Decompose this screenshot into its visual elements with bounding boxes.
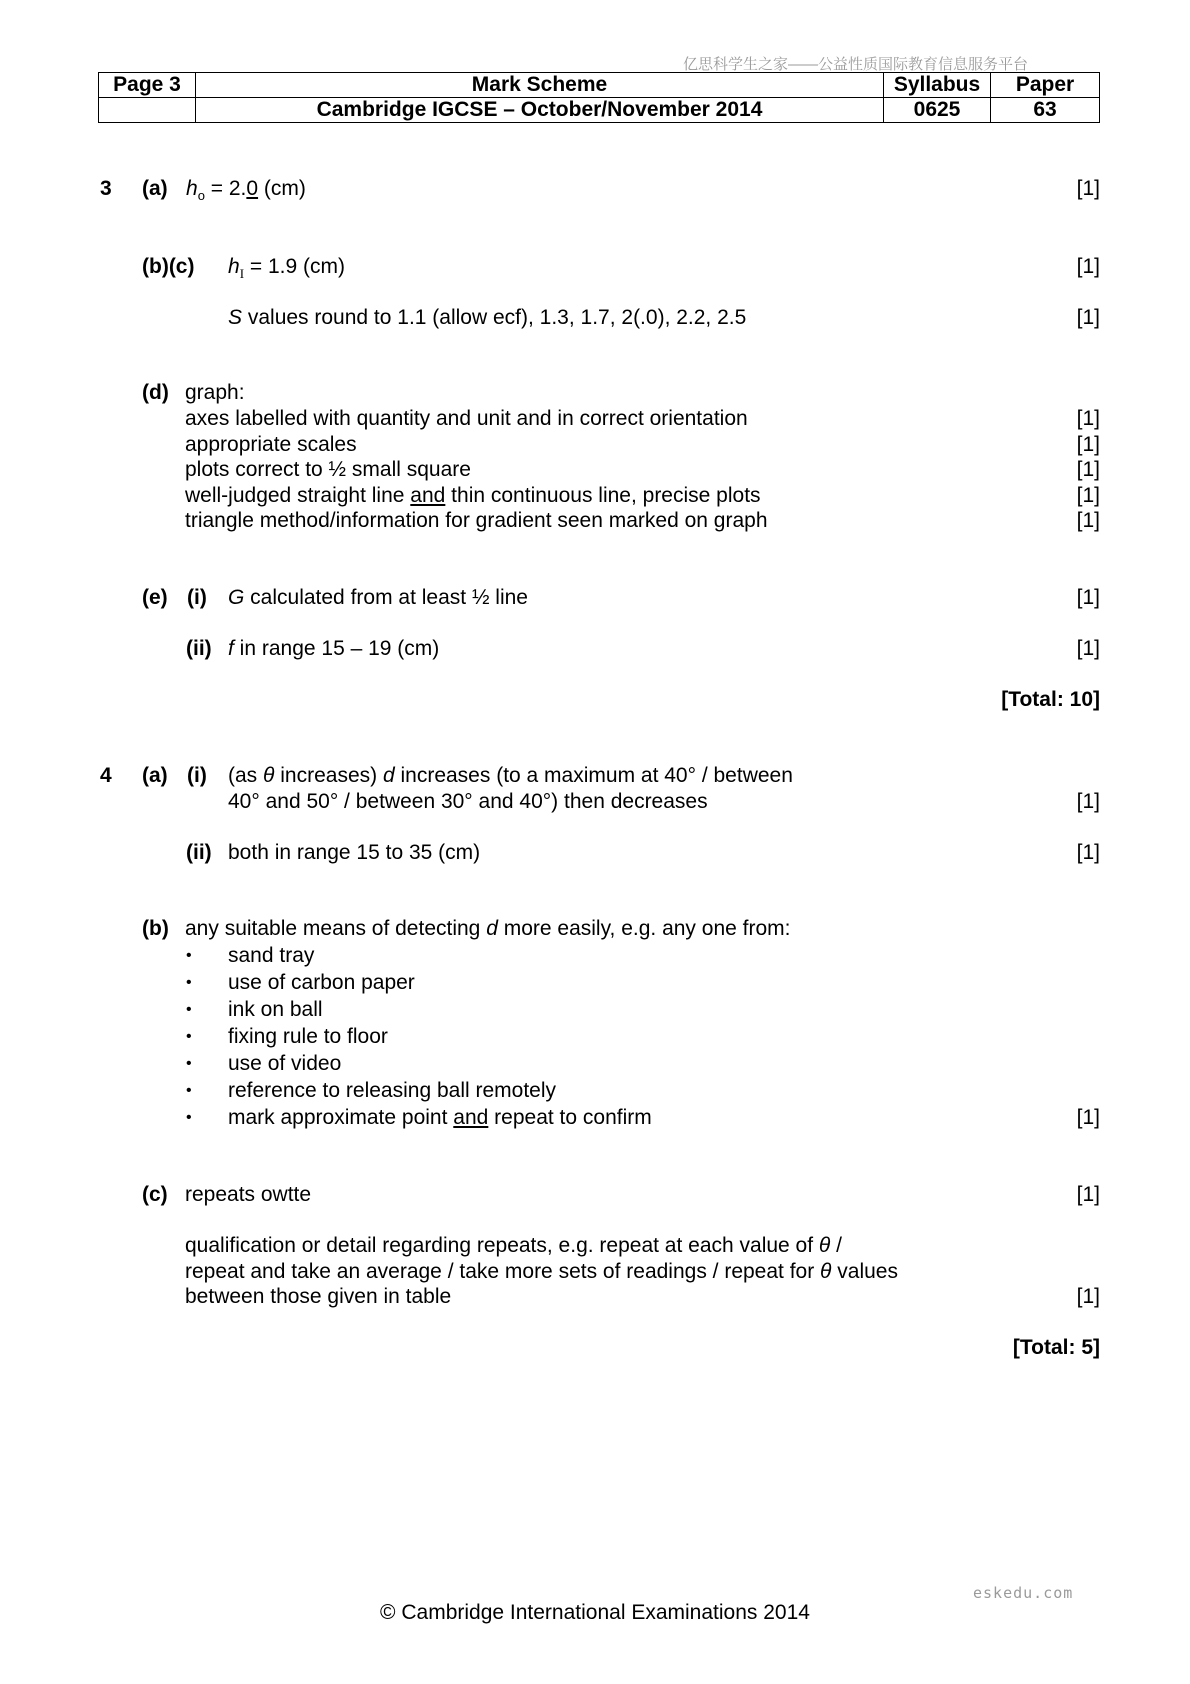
bullet-icon: •: [186, 1028, 192, 1045]
q3bc-s-mark: [1]: [1076, 306, 1100, 329]
header-title: Mark Scheme: [196, 73, 884, 98]
q4a-i-line-1-b: increases): [274, 764, 383, 787]
watermark-top: 亿思科学生之家——公益性质国际教育信息服务平台: [683, 56, 1029, 73]
q3e-ii-label: (ii): [186, 637, 212, 660]
q3a-text: [186, 176, 306, 209]
q3bc-s-text: values round to 1.1 (allow ecf), 1.3, 1.7, 2(.0), 2.2, 2.5: [242, 306, 747, 329]
q4c-mark-1: [1]: [1076, 1183, 1100, 1206]
q4a-ii-label: (ii): [186, 841, 212, 864]
list-item: ink on ball: [228, 998, 323, 1021]
q3-number: 3: [100, 177, 112, 200]
footer-copyright: © Cambridge International Examinations 2014: [380, 1601, 810, 1624]
q4a-i-d: d: [382, 764, 395, 787]
q4c-line-2-a: qualification or detail regarding repeats, e.g. repeat at each value of: [185, 1234, 819, 1257]
q3e-ii-symbol: f: [228, 637, 234, 660]
q3d-line-1: axes labelled with quantity and unit and in correct orientation: [185, 407, 748, 430]
q4b-label: (b): [142, 917, 169, 940]
q3d-line-4: [185, 483, 761, 509]
q3bc-equals: = 1.9 (cm): [244, 255, 345, 278]
q4b-intro: [185, 916, 790, 942]
q4a-ii-text: both in range 15 to 35 (cm): [228, 841, 481, 864]
q4a-i-label: (i): [187, 764, 207, 787]
q4c-line-3-a: repeat and take an average / take more sets of readings / repeat for: [185, 1260, 821, 1283]
q3a-equals: = 2.: [204, 177, 247, 200]
q3e-label: (e): [142, 586, 168, 609]
q4a-ii-mark: [1]: [1076, 841, 1100, 864]
q4a-i-mark: [1]: [1076, 790, 1100, 813]
q3e-i-mark: [1]: [1076, 586, 1100, 609]
list-item: use of carbon paper: [228, 971, 415, 994]
q4c-mark-2: [1]: [1076, 1285, 1100, 1308]
q3e-i-text: [228, 585, 528, 611]
q3e-ii-text: [228, 636, 439, 662]
q4-total: [Total: 5]: [1012, 1336, 1100, 1359]
q4b-mark: [1]: [1076, 1106, 1100, 1129]
q4c-line-3: [185, 1259, 898, 1285]
q3e-ii-mark: [1]: [1076, 637, 1100, 660]
q3d-line-4-b: thin continuous line, precise plots: [445, 484, 761, 507]
list-item: reference to releasing ball remotely: [228, 1079, 557, 1102]
syllabus-value: 0625: [884, 98, 991, 123]
q3a-h-subscript: o: [197, 188, 205, 204]
q3e-i-symbol: G: [228, 586, 245, 609]
bullet-icon: •: [186, 1082, 192, 1099]
q3d-label: (d): [142, 381, 169, 404]
list-item: sand tray: [228, 944, 315, 967]
q3d-mark-3: [1]: [1076, 458, 1100, 481]
q3d-line-2: appropriate scales: [185, 433, 357, 456]
q3bc-h-symbol: h: [228, 255, 240, 278]
q4a-i-line-1-c: increases (to a maximum at 40° / between: [394, 764, 793, 787]
q3a-label: (a): [142, 177, 168, 200]
header-subtitle: Cambridge IGCSE – October/November 2014: [196, 98, 884, 123]
q3e-i-label: (i): [187, 586, 207, 609]
q3bc-s-symbol: S: [228, 306, 243, 329]
q4a-i-line-1: [228, 763, 793, 789]
q3d-intro: graph:: [185, 381, 245, 404]
q4c-label: (c): [142, 1183, 168, 1206]
q4a-i-line-1-a: (as: [228, 764, 264, 787]
q3d-mark-4: [1]: [1076, 484, 1100, 507]
q4b-intro-d: d: [486, 917, 498, 940]
paper-label: Paper: [991, 73, 1100, 98]
q3bc-text: [228, 254, 345, 287]
q4c-line-2-b: /: [830, 1234, 842, 1257]
q4b-intro-a: any suitable means of detecting: [185, 917, 487, 940]
q3d-line-4-and: and: [410, 484, 446, 507]
page-number: Page 3: [99, 73, 196, 98]
q4c-line-2-theta: θ: [818, 1234, 831, 1257]
q4c-line-1: repeats owtte: [185, 1183, 312, 1206]
q4b-last-and: and: [453, 1106, 489, 1129]
list-item: use of video: [228, 1052, 342, 1075]
syllabus-label: Syllabus: [884, 73, 991, 98]
q4c-line-4: between those given in table: [185, 1285, 452, 1308]
q4b-last-b: repeat to confirm: [488, 1106, 652, 1129]
header-table: [98, 72, 1100, 123]
q3bc-label: (b)(c): [142, 255, 195, 278]
bullet-icon: •: [186, 1055, 192, 1072]
q3e-i-body: calculated from at least ½ line: [244, 586, 528, 609]
q3bc-s-values: [228, 305, 746, 331]
q3bc-h-subscript: I: [239, 266, 245, 282]
q3a-unit: (cm): [258, 177, 306, 200]
q3d-mark-5: [1]: [1076, 509, 1100, 532]
q3e-ii-body: in range 15 – 19 (cm): [233, 637, 440, 660]
bullet-icon: •: [186, 947, 192, 964]
q4-number: 4: [100, 764, 112, 787]
q3d-line-4-a: well-judged straight line: [185, 484, 411, 507]
q4a-i-theta: θ: [263, 764, 275, 787]
q3a-mark: [1]: [1076, 177, 1100, 200]
q4b-last-a: mark approximate point: [228, 1106, 454, 1129]
q4c-line-3-theta: θ: [820, 1260, 832, 1283]
q3bc-mark: [1]: [1076, 255, 1100, 278]
bullet-icon: •: [186, 1109, 192, 1126]
q3a-underlined-digit: 0: [246, 177, 259, 200]
bullet-icon: •: [186, 974, 192, 991]
q3d-line-3: plots correct to ½ small square: [185, 458, 471, 481]
q4c-line-3-b: values: [831, 1260, 898, 1283]
q3d-line-5: triangle method/information for gradient seen marked on graph: [185, 509, 768, 532]
q4a-label: (a): [142, 764, 168, 787]
q4b-intro-b: more easily, e.g. any one from:: [497, 917, 791, 940]
paper-value: 63: [991, 98, 1100, 123]
q3-total: [Total: 10]: [1001, 688, 1100, 711]
q3d-mark-2: [1]: [1076, 433, 1100, 456]
q3a-h-symbol: h: [186, 177, 198, 200]
q4a-i-line-2: 40° and 50° / between 30° and 40°) then decreases: [228, 790, 708, 813]
q3d-mark-1: [1]: [1076, 407, 1100, 430]
list-item: fixing rule to floor: [228, 1025, 388, 1048]
watermark-bottom: eskedu.com: [973, 1584, 1074, 1602]
q4c-line-2: [185, 1233, 842, 1259]
bullet-icon: •: [186, 1001, 192, 1018]
list-item-last: [228, 1105, 652, 1131]
